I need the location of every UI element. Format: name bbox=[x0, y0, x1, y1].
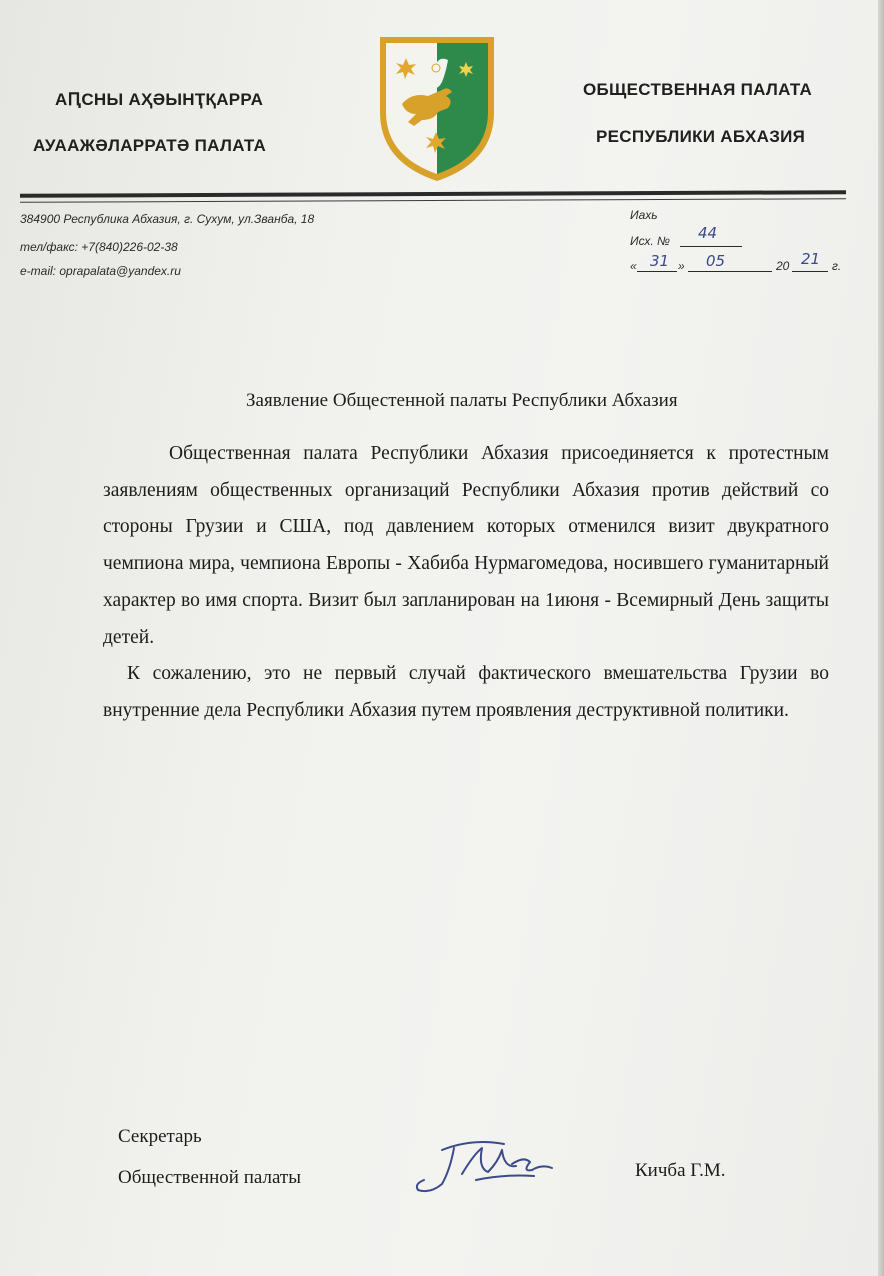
body-paragraph-1: Общественная палата Республики Абхазия присоединяется к протестным заявлениям общественных организаций Республики Абхазия против действий со стороны Грузии и США, под давлением которых отменился визит двукратного чемпиона мира, чемпиона Европы - Хабиба Нурмагомедова, носившего гуманитарный характер во имя спорта. Визит был запланирован на 1июня - Всемирный День защиты детей. bbox=[103, 443, 829, 648]
header-abkhaz-line1: АԤСНЫ АҲӘЫНҬҚАРРА bbox=[55, 90, 264, 109]
header-abkhaz-line2: АУААЖӘЛАРРАТӘ ПАЛАТА bbox=[33, 136, 267, 155]
date-year-prefix: 20 bbox=[776, 259, 790, 273]
body-paragraph-2: К сожалению, это не первый случай фактического вмешательства Грузии во внутренние дела Республики Абхазия путем проявления деструктивной политики. bbox=[103, 663, 829, 721]
date-month: 05 bbox=[706, 252, 726, 270]
date-month-underline bbox=[688, 271, 772, 272]
iakh-label: Иахь bbox=[630, 208, 658, 222]
outgoing-number-label: Исх. № bbox=[630, 234, 670, 248]
outgoing-number-value: 44 bbox=[698, 224, 718, 242]
page-edge-shadow bbox=[878, 0, 884, 1276]
header-divider-thin bbox=[20, 198, 846, 203]
outgoing-number-underline bbox=[680, 246, 742, 247]
date-year-unit: г. bbox=[832, 259, 842, 273]
date-quote-close: » bbox=[678, 259, 685, 273]
header-russian-line2: РЕСПУБЛИКИ АБХАЗИЯ bbox=[596, 127, 806, 146]
date-year-underline bbox=[792, 271, 828, 272]
signature-icon bbox=[412, 1134, 562, 1196]
contact-email: e-mail: oprapalata@yandex.ru bbox=[20, 264, 181, 278]
date-quote-open: « bbox=[630, 259, 637, 273]
date-year-suffix: 21 bbox=[801, 250, 821, 268]
signatory-role-line1: Секретарь bbox=[118, 1126, 202, 1147]
contact-phone: тел/факс: +7(840)226-02-38 bbox=[20, 240, 178, 254]
header-divider-thick bbox=[20, 190, 846, 198]
document-title: Заявление Общестенной палаты Республики Абхазия bbox=[246, 390, 678, 411]
date-day-underline bbox=[637, 271, 677, 272]
signatory-role-line2: Общественной палаты bbox=[118, 1167, 301, 1188]
date-day: 31 bbox=[650, 252, 670, 270]
signatory-name: Кичба Г.М. bbox=[635, 1160, 726, 1181]
header-russian-line1: ОБЩЕСТВЕННАЯ ПАЛАТА bbox=[583, 80, 813, 99]
coat-of-arms-icon bbox=[376, 34, 498, 184]
contact-address: 384900 Республика Абхазия, г. Сухум, ул.Званба, 18 bbox=[20, 212, 315, 226]
